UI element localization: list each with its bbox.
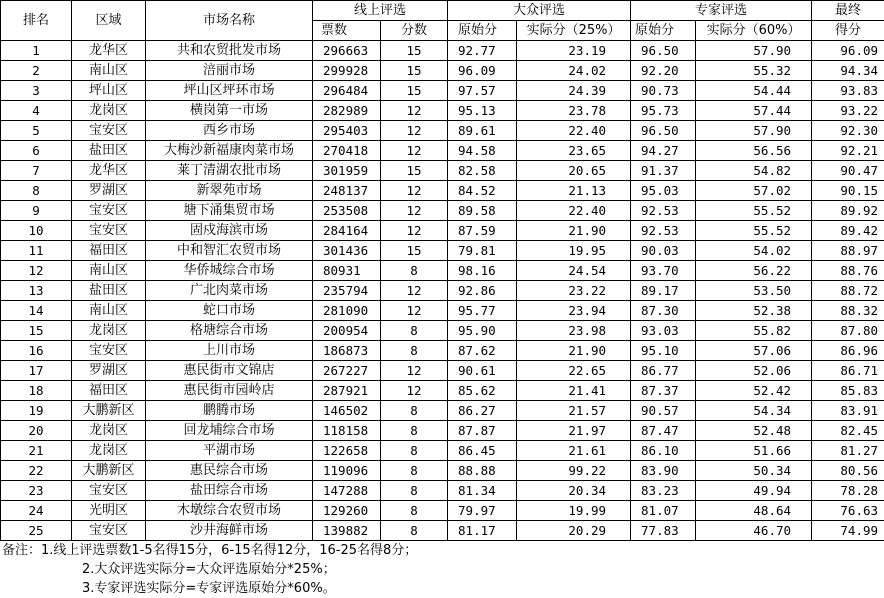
cell-market-name[interactable]: 惠民街市园岭店: [146, 381, 313, 401]
cell-online-score[interactable]: 12: [381, 201, 448, 221]
cell-rank[interactable]: 19: [1, 401, 72, 421]
cell-public-raw[interactable]: 87.62: [448, 341, 517, 361]
table-row: [1, 141, 884, 161]
cell-public-actual[interactable]: 21.13: [517, 181, 631, 201]
cell-rank[interactable]: 4: [1, 101, 72, 121]
cell-final-score[interactable]: 90.15: [812, 181, 884, 201]
cell-expert-raw[interactable]: 90.57: [631, 401, 696, 421]
cell-district[interactable]: 大鹏新区: [72, 401, 146, 421]
cell-online-score[interactable]: 12: [381, 181, 448, 201]
cell-expert-actual[interactable]: 54.82: [696, 161, 812, 181]
cell-market-name[interactable]: 平湖市场: [146, 441, 313, 461]
cell-public-raw[interactable]: 89.61: [448, 121, 517, 141]
cell-online-score[interactable]: 8: [381, 401, 448, 421]
cell-final-score[interactable]: 80.56: [812, 461, 884, 481]
table-row: [1, 421, 884, 441]
cell-rank[interactable]: 10: [1, 221, 72, 241]
header-expert-group[interactable]: 专家评选: [631, 1, 812, 21]
cell-expert-raw[interactable]: 81.07: [631, 501, 696, 521]
cell-district[interactable]: 罗湖区: [72, 181, 146, 201]
cell-expert-actual[interactable]: 55.82: [696, 321, 812, 341]
notes: [2, 541, 417, 598]
cell-expert-raw[interactable]: 89.17: [631, 281, 696, 301]
header-online-votes[interactable]: 票数: [313, 21, 381, 41]
cell-public-raw[interactable]: 81.17: [448, 521, 517, 541]
cell-final-score[interactable]: 89.42: [812, 221, 884, 241]
cell-online-score[interactable]: 15: [381, 161, 448, 181]
cell-rank[interactable]: 23: [1, 481, 72, 501]
cell-final-score[interactable]: 85.83: [812, 381, 884, 401]
cell-public-raw[interactable]: 97.57: [448, 81, 517, 101]
cell-public-actual[interactable]: 22.40: [517, 201, 631, 221]
cell-market-name[interactable]: 共和农贸批发市场: [146, 41, 313, 61]
cell-rank[interactable]: 1: [1, 41, 72, 61]
cell-online-score[interactable]: 12: [381, 381, 448, 401]
cell-district[interactable]: 南山区: [72, 261, 146, 281]
cell-district[interactable]: 福田区: [72, 241, 146, 261]
cell-expert-actual[interactable]: 57.02: [696, 181, 812, 201]
cell-expert-raw[interactable]: 93.70: [631, 261, 696, 281]
cell-market-name[interactable]: 惠民街市文锦店: [146, 361, 313, 381]
header-final-line2[interactable]: 得分: [812, 21, 884, 41]
cell-public-actual[interactable]: 22.40: [517, 121, 631, 141]
cell-expert-raw[interactable]: 94.27: [631, 141, 696, 161]
cell-expert-raw[interactable]: 96.50: [631, 121, 696, 141]
cell-district[interactable]: 南山区: [72, 61, 146, 81]
cell-final-score[interactable]: 92.30: [812, 121, 884, 141]
cell-market-name[interactable]: 惠民综合市场: [146, 461, 313, 481]
cell-votes[interactable]: 118158: [313, 421, 381, 441]
cell-online-score[interactable]: 12: [381, 301, 448, 321]
cell-final-score[interactable]: 82.45: [812, 421, 884, 441]
note-line-3: 3.专家评选实际分=专家评选原始分*60%。: [82, 581, 336, 596]
cell-market-name[interactable]: 沙井海鲜市场: [146, 521, 313, 541]
cell-expert-raw[interactable]: 87.47: [631, 421, 696, 441]
table-row: [1, 521, 884, 541]
cell-expert-actual[interactable]: 57.90: [696, 41, 812, 61]
cell-expert-raw[interactable]: 90.03: [631, 241, 696, 261]
table-row: [1, 321, 884, 341]
cell-votes[interactable]: 248137: [313, 181, 381, 201]
cell-final-score[interactable]: 87.80: [812, 321, 884, 341]
cell-public-actual[interactable]: 23.94: [517, 301, 631, 321]
cell-market-name[interactable]: 大梅沙新福康肉菜市场: [146, 141, 313, 161]
cell-votes[interactable]: 287921: [313, 381, 381, 401]
cell-market-name[interactable]: 涪丽市场: [146, 61, 313, 81]
cell-public-actual[interactable]: 23.78: [517, 101, 631, 121]
cell-final-score[interactable]: 83.91: [812, 401, 884, 421]
cell-rank[interactable]: 16: [1, 341, 72, 361]
header-online-score[interactable]: 分数: [381, 21, 448, 41]
cell-expert-actual[interactable]: 50.34: [696, 461, 812, 481]
cell-online-score[interactable]: 12: [381, 101, 448, 121]
cell-rank[interactable]: 5: [1, 121, 72, 141]
cell-public-raw[interactable]: 89.58: [448, 201, 517, 221]
table-row: [1, 41, 884, 61]
cell-expert-raw[interactable]: 87.37: [631, 381, 696, 401]
cell-expert-actual[interactable]: 49.94: [696, 481, 812, 501]
cell-votes[interactable]: 139882: [313, 521, 381, 541]
cell-votes[interactable]: 200954: [313, 321, 381, 341]
cell-final-score[interactable]: 89.92: [812, 201, 884, 221]
cell-public-raw[interactable]: 79.97: [448, 501, 517, 521]
cell-votes[interactable]: 282989: [313, 101, 381, 121]
cell-market-name[interactable]: 蛇口市场: [146, 301, 313, 321]
cell-expert-actual[interactable]: 48.64: [696, 501, 812, 521]
cell-rank[interactable]: 24: [1, 501, 72, 521]
cell-district[interactable]: 盐田区: [72, 281, 146, 301]
cell-market-name[interactable]: 西乡市场: [146, 121, 313, 141]
cell-market-name[interactable]: 横岗第一市场: [146, 101, 313, 121]
cell-online-score[interactable]: 12: [381, 221, 448, 241]
cell-public-actual[interactable]: 23.98: [517, 321, 631, 341]
cell-public-actual[interactable]: 23.65: [517, 141, 631, 161]
cell-rank[interactable]: 8: [1, 181, 72, 201]
cell-expert-actual[interactable]: 55.32: [696, 61, 812, 81]
note-line-2: 2.大众评选实际分=大众评选原始分*25%；: [82, 562, 336, 577]
cell-district[interactable]: 龙岗区: [72, 321, 146, 341]
cell-expert-actual[interactable]: 54.02: [696, 241, 812, 261]
cell-district[interactable]: 盐田区: [72, 141, 146, 161]
cell-final-score[interactable]: 76.63: [812, 501, 884, 521]
cell-votes[interactable]: 267227: [313, 361, 381, 381]
cell-online-score[interactable]: 15: [381, 61, 448, 81]
cell-public-actual[interactable]: 19.95: [517, 241, 631, 261]
header-market-name[interactable]: 市场名称: [146, 1, 313, 41]
cell-market-name[interactable]: 华侨城综合市场: [146, 261, 313, 281]
cell-final-score[interactable]: 90.47: [812, 161, 884, 181]
cell-online-score[interactable]: 12: [381, 141, 448, 161]
cell-public-actual[interactable]: 24.54: [517, 261, 631, 281]
cell-rank[interactable]: 17: [1, 361, 72, 381]
cell-expert-raw[interactable]: 77.83: [631, 521, 696, 541]
cell-rank[interactable]: 20: [1, 421, 72, 441]
table-row: [1, 101, 884, 121]
cell-public-raw[interactable]: 92.77: [448, 41, 517, 61]
cell-public-actual[interactable]: 21.90: [517, 221, 631, 241]
cell-expert-actual[interactable]: 52.42: [696, 381, 812, 401]
cell-online-score[interactable]: 8: [381, 421, 448, 441]
cell-district[interactable]: 宝安区: [72, 521, 146, 541]
cell-public-actual[interactable]: 21.61: [517, 441, 631, 461]
cell-expert-raw[interactable]: 83.23: [631, 481, 696, 501]
cell-district[interactable]: 罗湖区: [72, 361, 146, 381]
cell-expert-actual[interactable]: 54.44: [696, 81, 812, 101]
cell-votes[interactable]: 301959: [313, 161, 381, 181]
header-rank[interactable]: 排名: [1, 1, 72, 41]
cell-votes[interactable]: 122658: [313, 441, 381, 461]
cell-rank[interactable]: 3: [1, 81, 72, 101]
cell-online-score[interactable]: 12: [381, 361, 448, 381]
cell-public-raw[interactable]: 95.77: [448, 301, 517, 321]
header-public-group[interactable]: 大众评选: [448, 1, 631, 21]
cell-votes[interactable]: 129260: [313, 501, 381, 521]
cell-district[interactable]: 大鹏新区: [72, 461, 146, 481]
cell-public-raw[interactable]: 85.62: [448, 381, 517, 401]
cell-expert-raw[interactable]: 86.10: [631, 441, 696, 461]
cell-online-score[interactable]: 8: [381, 341, 448, 361]
cell-public-actual[interactable]: 20.34: [517, 481, 631, 501]
cell-public-actual[interactable]: 23.19: [517, 41, 631, 61]
cell-rank[interactable]: 11: [1, 241, 72, 261]
cell-expert-raw[interactable]: 86.77: [631, 361, 696, 381]
cell-district[interactable]: 龙华区: [72, 41, 146, 61]
table-row: [1, 221, 884, 241]
table-row: [1, 381, 884, 401]
cell-public-actual[interactable]: 22.65: [517, 361, 631, 381]
cell-expert-raw[interactable]: 95.10: [631, 341, 696, 361]
cell-public-raw[interactable]: 86.45: [448, 441, 517, 461]
cell-final-score[interactable]: 94.34: [812, 61, 884, 81]
cell-expert-actual[interactable]: 57.06: [696, 341, 812, 361]
cell-final-score[interactable]: 74.99: [812, 521, 884, 541]
cell-votes[interactable]: 270418: [313, 141, 381, 161]
cell-public-raw[interactable]: 84.52: [448, 181, 517, 201]
cell-rank[interactable]: 15: [1, 321, 72, 341]
cell-expert-actual[interactable]: 46.70: [696, 521, 812, 541]
cell-votes[interactable]: 301436: [313, 241, 381, 261]
table-row: [1, 261, 884, 281]
cell-expert-actual[interactable]: 52.48: [696, 421, 812, 441]
cell-votes[interactable]: 253508: [313, 201, 381, 221]
cell-rank[interactable]: 6: [1, 141, 72, 161]
cell-expert-actual[interactable]: 53.50: [696, 281, 812, 301]
cell-final-score[interactable]: 86.96: [812, 341, 884, 361]
cell-expert-actual[interactable]: 52.06: [696, 361, 812, 381]
cell-votes[interactable]: 296484: [313, 81, 381, 101]
cell-final-score[interactable]: 88.32: [812, 301, 884, 321]
cell-public-raw[interactable]: 87.87: [448, 421, 517, 441]
cell-market-name[interactable]: 盐田综合市场: [146, 481, 313, 501]
cell-district[interactable]: 光明区: [72, 501, 146, 521]
cell-expert-actual[interactable]: 55.52: [696, 221, 812, 241]
note-line-1: 备注：1.线上评选票数1-5名得15分，6-15名得12分，16-25名得8分；: [2, 543, 418, 558]
cell-district[interactable]: 坪山区: [72, 81, 146, 101]
table-row: [1, 81, 884, 101]
cell-expert-actual[interactable]: 56.56: [696, 141, 812, 161]
table-row: [1, 241, 884, 261]
cell-market-name[interactable]: 坪山区坪环市场: [146, 81, 313, 101]
cell-votes[interactable]: 299928: [313, 61, 381, 81]
header-final-line1[interactable]: 最终: [812, 1, 884, 21]
cell-expert-actual[interactable]: 51.66: [696, 441, 812, 461]
cell-district[interactable]: 宝安区: [72, 221, 146, 241]
cell-expert-raw[interactable]: 95.03: [631, 181, 696, 201]
table-row: [1, 441, 884, 461]
cell-market-name[interactable]: 固戍海滨市场: [146, 221, 313, 241]
cell-district[interactable]: 龙岗区: [72, 441, 146, 461]
cell-votes[interactable]: 119096: [313, 461, 381, 481]
cell-rank[interactable]: 22: [1, 461, 72, 481]
cell-final-score[interactable]: 86.71: [812, 361, 884, 381]
cell-market-name[interactable]: 新翠苑市场: [146, 181, 313, 201]
cell-online-score[interactable]: 8: [381, 481, 448, 501]
cell-public-actual[interactable]: 23.22: [517, 281, 631, 301]
cell-rank[interactable]: 25: [1, 521, 72, 541]
cell-votes[interactable]: 80931: [313, 261, 381, 281]
cell-online-score[interactable]: 12: [381, 281, 448, 301]
cell-votes[interactable]: 284164: [313, 221, 381, 241]
cell-expert-raw[interactable]: 93.03: [631, 321, 696, 341]
cell-market-name[interactable]: 塘下涌集贸市场: [146, 201, 313, 221]
cell-expert-actual[interactable]: 57.44: [696, 101, 812, 121]
cell-rank[interactable]: 7: [1, 161, 72, 181]
header-expert-actual[interactable]: 实际分（60%）: [696, 21, 812, 41]
cell-final-score[interactable]: 78.28: [812, 481, 884, 501]
cell-expert-raw[interactable]: 83.90: [631, 461, 696, 481]
cell-rank[interactable]: 14: [1, 301, 72, 321]
cell-market-name[interactable]: 中和智汇农贸市场: [146, 241, 313, 261]
cell-expert-raw[interactable]: 96.50: [631, 41, 696, 61]
table-row: [1, 201, 884, 221]
cell-public-raw[interactable]: 86.27: [448, 401, 517, 421]
cell-public-raw[interactable]: 95.13: [448, 101, 517, 121]
cell-public-raw[interactable]: 81.34: [448, 481, 517, 501]
cell-expert-actual[interactable]: 54.34: [696, 401, 812, 421]
cell-votes[interactable]: 296663: [313, 41, 381, 61]
cell-district[interactable]: 龙岗区: [72, 421, 146, 441]
cell-votes[interactable]: 281090: [313, 301, 381, 321]
cell-public-actual[interactable]: 19.99: [517, 501, 631, 521]
table-row: [1, 121, 884, 141]
table-row: [1, 181, 884, 201]
table-row: [1, 341, 884, 361]
cell-online-score[interactable]: 15: [381, 241, 448, 261]
cell-public-actual[interactable]: 24.39: [517, 81, 631, 101]
cell-public-raw[interactable]: 79.81: [448, 241, 517, 261]
cell-online-score[interactable]: 8: [381, 501, 448, 521]
cell-public-actual[interactable]: 24.02: [517, 61, 631, 81]
header-public-raw[interactable]: 原始分: [448, 21, 517, 41]
cell-expert-raw[interactable]: 92.53: [631, 201, 696, 221]
cell-market-name[interactable]: 格塘综合市场: [146, 321, 313, 341]
cell-public-raw[interactable]: 88.88: [448, 461, 517, 481]
cell-public-actual[interactable]: 21.97: [517, 421, 631, 441]
cell-public-raw[interactable]: 92.86: [448, 281, 517, 301]
cell-market-name[interactable]: 上川市场: [146, 341, 313, 361]
header-row-1: [1, 1, 884, 21]
cell-online-score[interactable]: 8: [381, 521, 448, 541]
cell-district[interactable]: 宝安区: [72, 121, 146, 141]
cell-district[interactable]: 宝安区: [72, 201, 146, 221]
cell-final-score[interactable]: 96.09: [812, 41, 884, 61]
header-public-actual[interactable]: 实际分（25%）: [517, 21, 631, 41]
cell-market-name[interactable]: 广北肉菜市场: [146, 281, 313, 301]
cell-rank[interactable]: 2: [1, 61, 72, 81]
cell-public-raw[interactable]: 96.09: [448, 61, 517, 81]
cell-expert-actual[interactable]: 56.22: [696, 261, 812, 281]
cell-district[interactable]: 宝安区: [72, 341, 146, 361]
cell-final-score[interactable]: 88.76: [812, 261, 884, 281]
cell-district[interactable]: 龙岗区: [72, 101, 146, 121]
table-row: [1, 361, 884, 381]
header-online-group[interactable]: 线上评选: [313, 1, 448, 21]
cell-public-raw[interactable]: 90.61: [448, 361, 517, 381]
table-row: [1, 161, 884, 181]
cell-online-score[interactable]: 8: [381, 261, 448, 281]
cell-expert-actual[interactable]: 52.38: [696, 301, 812, 321]
table-row: [1, 61, 884, 81]
cell-votes[interactable]: 146502: [313, 401, 381, 421]
cell-public-raw[interactable]: 95.90: [448, 321, 517, 341]
cell-online-score[interactable]: 12: [381, 121, 448, 141]
cell-district[interactable]: 福田区: [72, 381, 146, 401]
cell-public-actual[interactable]: 20.29: [517, 521, 631, 541]
table-row: [1, 301, 884, 321]
header-district[interactable]: 区域: [72, 1, 146, 41]
cell-final-score[interactable]: 93.83: [812, 81, 884, 101]
cell-expert-actual[interactable]: 57.90: [696, 121, 812, 141]
cell-public-raw[interactable]: 82.58: [448, 161, 517, 181]
cell-rank[interactable]: 12: [1, 261, 72, 281]
table-row: [1, 281, 884, 301]
cell-online-score[interactable]: 8: [381, 461, 448, 481]
cell-final-score[interactable]: 93.22: [812, 101, 884, 121]
cell-public-raw[interactable]: 94.58: [448, 141, 517, 161]
cell-online-score[interactable]: 15: [381, 41, 448, 61]
cell-final-score[interactable]: 92.21: [812, 141, 884, 161]
cell-public-actual[interactable]: 20.65: [517, 161, 631, 181]
cell-expert-raw[interactable]: 95.73: [631, 101, 696, 121]
cell-online-score[interactable]: 15: [381, 81, 448, 101]
cell-district[interactable]: 南山区: [72, 301, 146, 321]
cell-market-name[interactable]: 回龙埔综合市场: [146, 421, 313, 441]
cell-final-score[interactable]: 81.27: [812, 441, 884, 461]
cell-market-name[interactable]: 木墩综合农贸市场: [146, 501, 313, 521]
cell-district[interactable]: 龙华区: [72, 161, 146, 181]
cell-public-actual[interactable]: 21.41: [517, 381, 631, 401]
cell-market-name[interactable]: 鹏腾市场: [146, 401, 313, 421]
table-row: [1, 481, 884, 501]
cell-public-actual[interactable]: 99.22: [517, 461, 631, 481]
cell-rank[interactable]: 13: [1, 281, 72, 301]
cell-expert-raw[interactable]: 92.53: [631, 221, 696, 241]
cell-rank[interactable]: 9: [1, 201, 72, 221]
header-expert-raw[interactable]: 原始分: [631, 21, 696, 41]
cell-public-raw[interactable]: 98.16: [448, 261, 517, 281]
cell-votes[interactable]: 295403: [313, 121, 381, 141]
cell-online-score[interactable]: 8: [381, 441, 448, 461]
table-row: [1, 461, 884, 481]
cell-public-raw[interactable]: 87.59: [448, 221, 517, 241]
cell-expert-raw[interactable]: 90.73: [631, 81, 696, 101]
cell-district[interactable]: 宝安区: [72, 481, 146, 501]
cell-votes[interactable]: 186873: [313, 341, 381, 361]
cell-public-actual[interactable]: 21.57: [517, 401, 631, 421]
table-row: [1, 501, 884, 521]
table-body: [1, 41, 884, 541]
cell-expert-raw[interactable]: 92.20: [631, 61, 696, 81]
cell-votes[interactable]: 147288: [313, 481, 381, 501]
cell-final-score[interactable]: 88.97: [812, 241, 884, 261]
cell-market-name[interactable]: 莱丁清湖农批市场: [146, 161, 313, 181]
cell-public-actual[interactable]: 21.90: [517, 341, 631, 361]
cell-rank[interactable]: 18: [1, 381, 72, 401]
cell-final-score[interactable]: 88.72: [812, 281, 884, 301]
cell-expert-raw[interactable]: 87.30: [631, 301, 696, 321]
cell-online-score[interactable]: 8: [381, 321, 448, 341]
cell-expert-raw[interactable]: 91.37: [631, 161, 696, 181]
cell-votes[interactable]: 235794: [313, 281, 381, 301]
table-row: [1, 401, 884, 421]
cell-expert-actual[interactable]: 55.52: [696, 201, 812, 221]
cell-rank[interactable]: 21: [1, 441, 72, 461]
